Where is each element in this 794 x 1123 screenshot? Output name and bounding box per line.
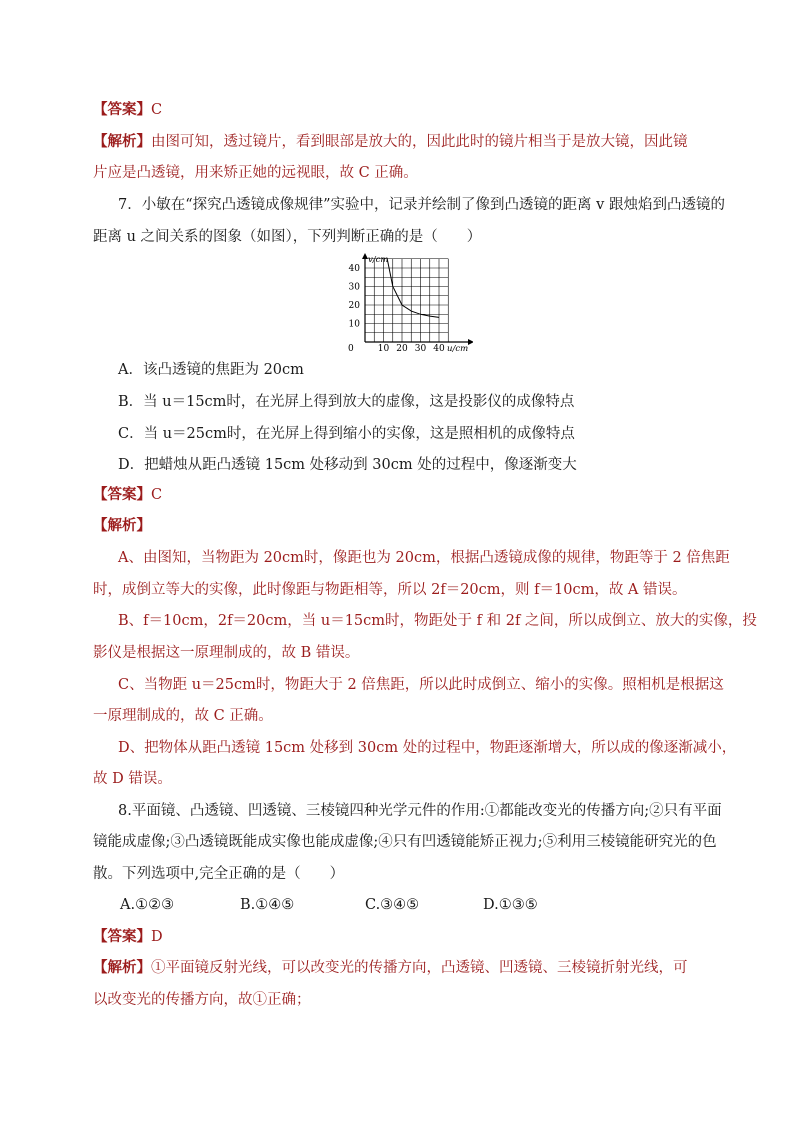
q7-stem-line2: 距离 u 之间关系的图象（如图），下列判断正确的是（ ） [93, 229, 482, 245]
q8-option-b: B.①④⑤ [240, 897, 295, 913]
q7-option-a: A．该凸透镜的焦距为 20cm [118, 362, 304, 378]
q8-answer [93, 927, 163, 947]
q7-analysis-line5: C、当物距 u＝25cm时，物距大于 2 倍焦距，所以此时成倒立、缩小的实像。照相机是根据这 [118, 677, 724, 693]
q8-stem-line3: 散。下列选项中,完全正确的是（ ） [93, 866, 345, 882]
answer-value: C [151, 102, 163, 118]
y-tick-label: 20 [348, 301, 360, 311]
x-tick-label: 10 [377, 344, 390, 353]
x-tick-labels [378, 344, 445, 353]
q8-analysis-line1 [93, 958, 688, 978]
q6-analysis-line1 [93, 132, 688, 152]
v-u-curve [387, 259, 439, 318]
q7-option-b: B．当 u＝15cm时，在光屏上得到放大的虚像，这是投影仪的成像特点 [118, 394, 575, 410]
x-tick-label: 20 [396, 344, 408, 353]
answer-tag: 【答案】 [93, 486, 151, 503]
x-axis-arrow [468, 339, 473, 345]
y-tick-label: 10 [348, 319, 360, 330]
y-tick-label: 40 [348, 264, 360, 274]
chart-grid [365, 259, 448, 342]
q6-answer [93, 100, 162, 120]
x-tick-label: 30 [414, 344, 427, 353]
q8-option-a: A.①②③ [120, 897, 175, 913]
q8-stem-line1: 8.平面镜、凸透镜、凹透镜、三棱镜四种光学元件的作用:①都能改变光的传播方向;②只有平面 [118, 803, 722, 819]
analysis-text: 由图可知，透过镜片，看到眼部是放大的，因此此时的镜片相当于是放大镜，因此镜 [151, 134, 688, 150]
q7-analysis-line3: B、f＝10cm，2f＝20cm，当 u＝15cm时，物距处于 f 和 2f 之间，所以成倒立、放大的实像，投 [118, 613, 757, 629]
analysis-tag: 【解析】 [93, 959, 151, 976]
answer-value: C [151, 487, 163, 503]
q7-analysis-line8: 故 D 错误。 [93, 771, 172, 787]
q8-analysis-line2: 以改变光的传播方向，故①正确； [93, 992, 311, 1008]
q8-option-c: C.③④⑤ [365, 897, 420, 913]
q8-option-d: D.①③⑤ [483, 897, 538, 913]
q7-option-d: D．把蜡烛从距凸透镜 15cm 处移动到 30cm 处的过程中，像逐渐变大 [118, 457, 577, 473]
q7-analysis-line4: 影仪是根据这一原理制成的，故 B 错误。 [93, 645, 360, 661]
q6-analysis-line2: 片应是凸透镜，用来矫正她的远视眼，故 C 正确。 [93, 165, 418, 181]
answer-tag: 【答案】 [93, 101, 151, 118]
q7-analysis-line2: 时，成倒立等大的实像，此时像距与物距相等，所以 2f＝20cm，则 f＝10cm，故 A 错误。 [93, 582, 687, 598]
answer-tag: 【答案】 [93, 928, 151, 945]
q7-analysis-line6: 一原理制成的，故 C 正确。 [93, 708, 273, 724]
q7-answer [93, 485, 162, 505]
q7-analysis-line1: A、由图知，当物距为 20cm时，像距也为 20cm，根据凸透镜成像的规律，物距等于 2 倍焦距 [118, 550, 730, 566]
q7-analysis-line7: D、把物体从距凸透镜 15cm 处移到 30cm 处的过程中，物距逐渐增大，所以成的像逐渐减小， [118, 740, 737, 756]
x-axis-label: u/cm [447, 344, 469, 353]
analysis-tag: 【解析】 [93, 133, 151, 150]
q7-option-c: C．当 u＝25cm时，在光屏上得到缩小的实像，这是照相机的成像特点 [118, 426, 575, 442]
chart-axes [362, 253, 473, 345]
analysis-text: ①平面镜反射光线，可以改变光的传播方向，凸透镜、凹透镜、三棱镜折射光线，可 [151, 960, 688, 976]
y-tick-label: 30 [348, 282, 360, 293]
v-u-graph [343, 253, 473, 353]
y-tick-labels [349, 264, 361, 330]
q7-analysis-tag: 【解析】 [93, 517, 151, 534]
q8-stem-line2: 镜能成虚像;③凸透镜既能成实像也能成虚像;④只有凹透镜能矫正视力;⑤利用三棱镜能研究光的色 [93, 834, 717, 850]
x-tick-label: 40 [433, 344, 445, 353]
q7-stem-line1: 7．小敏在“探究凸透镜成像规律”实验中，记录并绘制了像到凸透镜的距离 v 跟烛焰到凸透镜的 [118, 197, 725, 213]
origin-label: 0 [348, 344, 354, 353]
answer-value: D [151, 929, 163, 945]
y-axis-label: v/cm [368, 255, 389, 265]
